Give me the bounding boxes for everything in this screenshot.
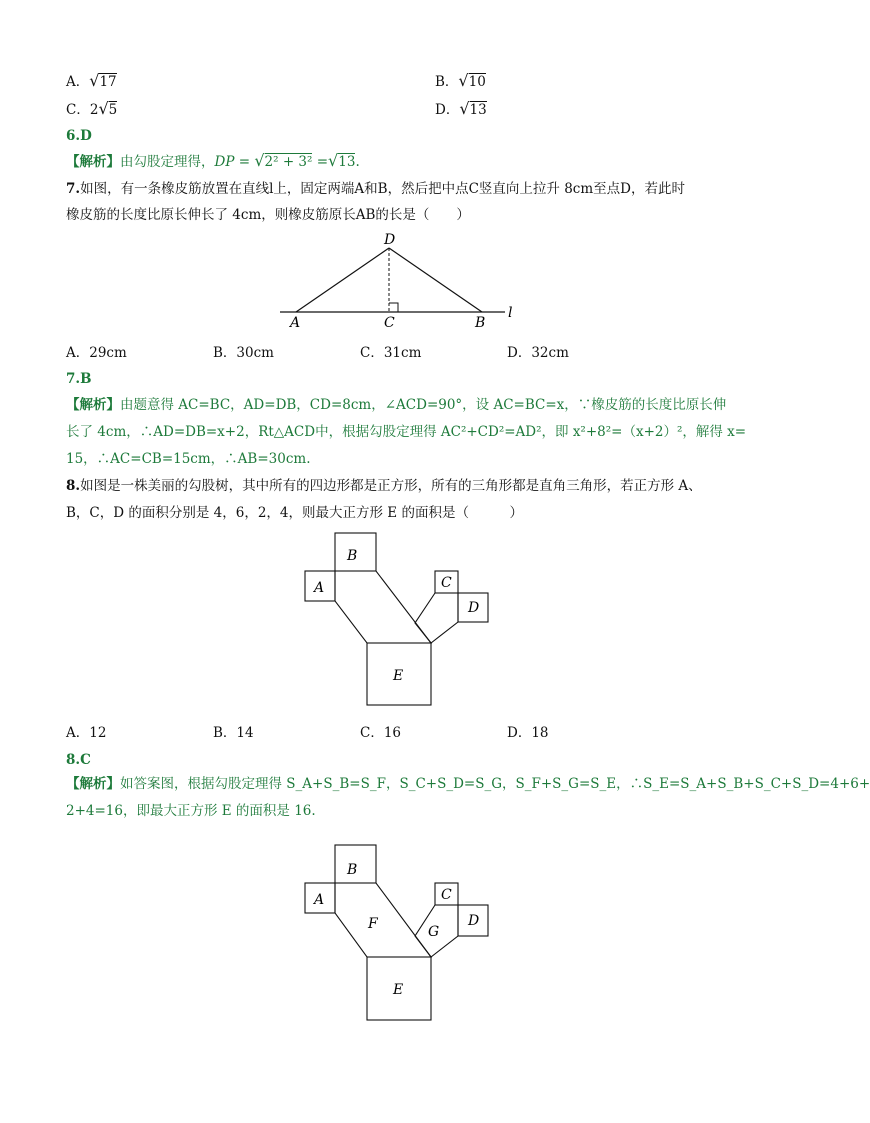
q6-option-c: C．2√5 [66,99,118,118]
label-e: E [393,982,404,998]
label-b: B [347,548,358,564]
square-f [335,571,431,643]
q6-answer: 6.D [66,128,92,144]
q7-option-d: D．32cm [507,345,569,361]
q8-stem-line2: B，C，D 的面积分别是 4，6，2，4，则最大正方形 E 的面积是（ ） [66,505,523,521]
label-f: F [368,916,378,932]
q7-option-b: B．30cm [213,345,274,361]
q8-analysis-line2: 2+4=16，即最大正方形 E 的面积是 16. [66,803,316,819]
q8-option-a: A．12 [66,725,107,741]
q7-analysis-line1: 【解析】由题意得 AC=BC，AD=DB，CD=8cm，∠ACD=90°，设 AC=BC=x，∵橡皮筋的长度比原长伸 [66,397,727,413]
q7-figure [270,228,530,332]
q8-answer-figure [300,840,495,1024]
right-angle-mark [389,303,398,312]
q6-analysis: 【解析】由勾股定理得，DP = √2² + 3² =√13. [66,151,360,170]
label-b: B [347,862,358,878]
q8-option-c: C．16 [360,725,402,741]
q6-option-a: A．√17 [66,71,117,90]
label-d: D [468,913,480,929]
q8-analysis-line1: 【解析】如答案图，根据勾股定理得 S_A+S_B=S_F，S_C+S_D=S_G，S_F+S_G=S_E，∴S_E=S_A+S_B+S_C+S_D=4+6+ [66,776,870,792]
label-l: l [508,305,513,321]
q6-option-d: D．√13 [435,99,487,118]
q7-stem-line2: 橡皮筋的长度比原长伸长了 4cm，则橡皮筋原长AB的长是（ ） [66,207,470,223]
label-d: D [468,600,480,616]
label-c: C [441,575,452,591]
label-c: C [384,315,395,331]
label-e: E [393,668,404,684]
square-g [415,593,458,643]
label-d: D [384,232,396,248]
q7-option-a: A．29cm [66,345,127,361]
label-a: A [290,315,301,331]
q7-answer: 7.B [66,371,92,387]
segment-db [389,248,482,312]
q7-analysis-line3: 15，∴AC=CB=15cm，∴AB=30cm. [66,451,311,467]
q8-figure [300,528,495,710]
q7-analysis-line2: 长了 4cm，∴AD=DB=x+2，Rt△ACD中，根据勾股定理得 AC²+CD²=AD²，即 x²+8²=（x+2）²，解得 x= [66,424,747,440]
q8-option-d: D．18 [507,725,549,741]
label-a: A [314,892,325,908]
label-c: C [441,887,452,903]
q7-option-c: C．31cm [360,345,422,361]
label-g: G [428,924,440,940]
q8-option-b: B．14 [213,725,254,741]
q6-option-b: B．√10 [435,71,486,90]
square-f [335,883,431,957]
q8-answer: 8.C [66,752,91,768]
q8-stem-line1: 8.如图是一株美丽的勾股树，其中所有的四边形都是正方形，所有的三角形都是直角三角形，若正方形 A、 [66,478,702,494]
q7-stem-line1: 7.如图，有一条橡皮筋放置在直线l上，固定两端A和B，然后把中点C竖直向上拉升 8cm至点D，若此时 [66,181,685,197]
label-a: A [314,580,325,596]
label-b: B [475,315,486,331]
segment-ad [296,248,389,312]
